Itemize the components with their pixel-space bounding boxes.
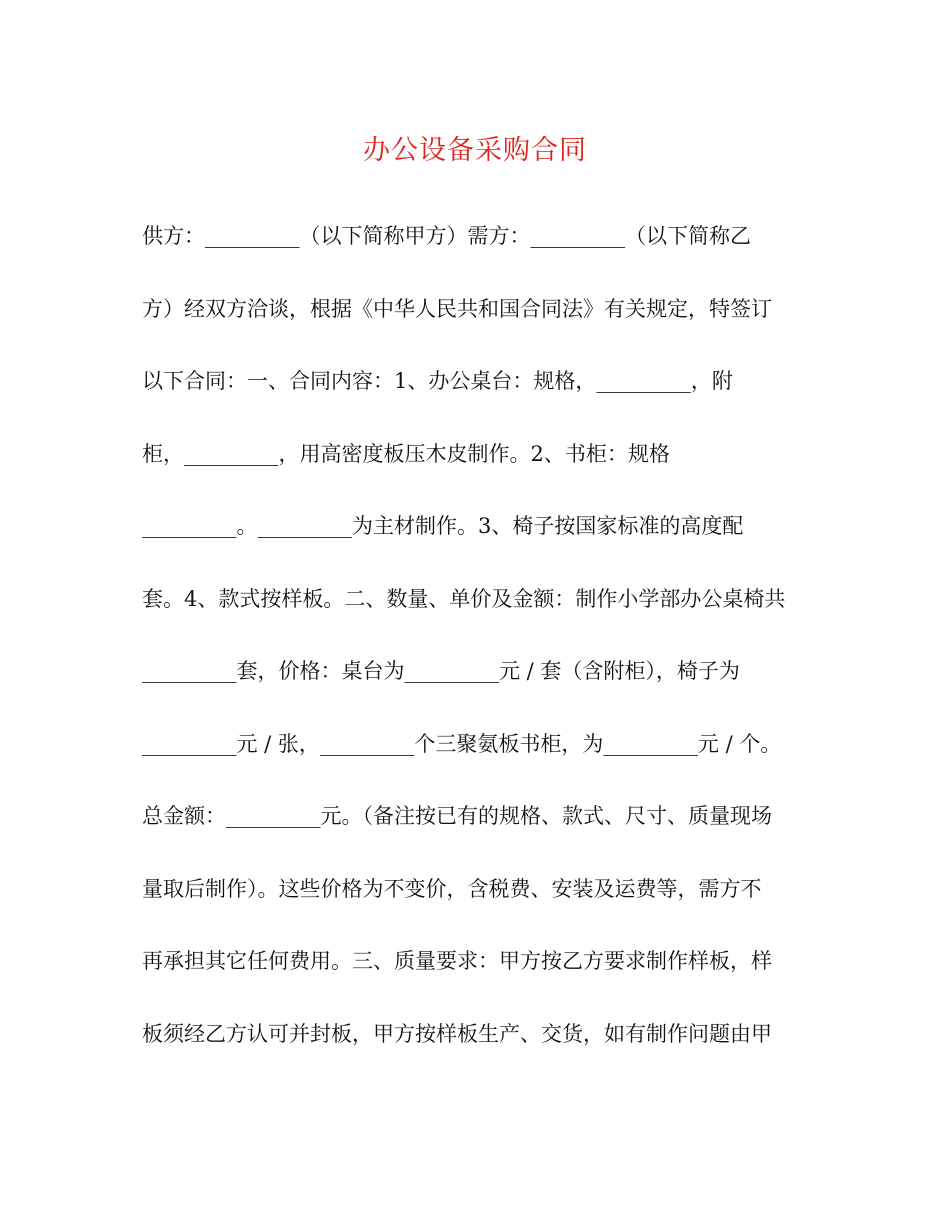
body-line-6: 套。4、款式按样板。二、数量、单价及金额：制作小学部办公桌椅共 [142, 586, 786, 611]
document-title: 办公设备采购合同 [363, 135, 587, 166]
body-line-8: _________元 / 张，_________个三聚氨板书柜，为_________元 / 个。 [142, 731, 782, 756]
body-line-11: 再承担其它任何费用。三、质量要求：甲方按乙方要求制作样板，样 [142, 949, 772, 973]
body-line-3: 以下合同：一、合同内容：1、办公桌台：规格，_________，附 [142, 369, 733, 393]
body-line-7: _________套，价格：桌台为_________元 / 套（含附柜），椅子为 [142, 659, 740, 683]
body-line-12: 板须经乙方认可并封板，甲方按样板生产、交货，如有制作问题由甲 [142, 1021, 772, 1046]
body-line-9: 总金额：_________元。（备注按已有的规格、款式、尺寸、质量现场 [142, 804, 772, 828]
body-line-1: 供方：_________（以下简称甲方）需方：_________（以下简称乙 [142, 224, 751, 248]
body-line-2: 方）经双方洽谈，根据《中华人民共和国合同法》有关规定，特签订 [142, 296, 772, 321]
body-line-10: 量取后制作）。这些价格为不变价，含税费、安装及运费等，需方不 [142, 876, 762, 901]
contract-body [142, 218, 822, 1088]
body-line-5: _________。_________为主材制作。3、椅子按国家标准的高度配 [142, 514, 744, 538]
body-line-4: 柜，_________，用高密度板压木皮制作。2、书柜：规格 [142, 441, 670, 466]
